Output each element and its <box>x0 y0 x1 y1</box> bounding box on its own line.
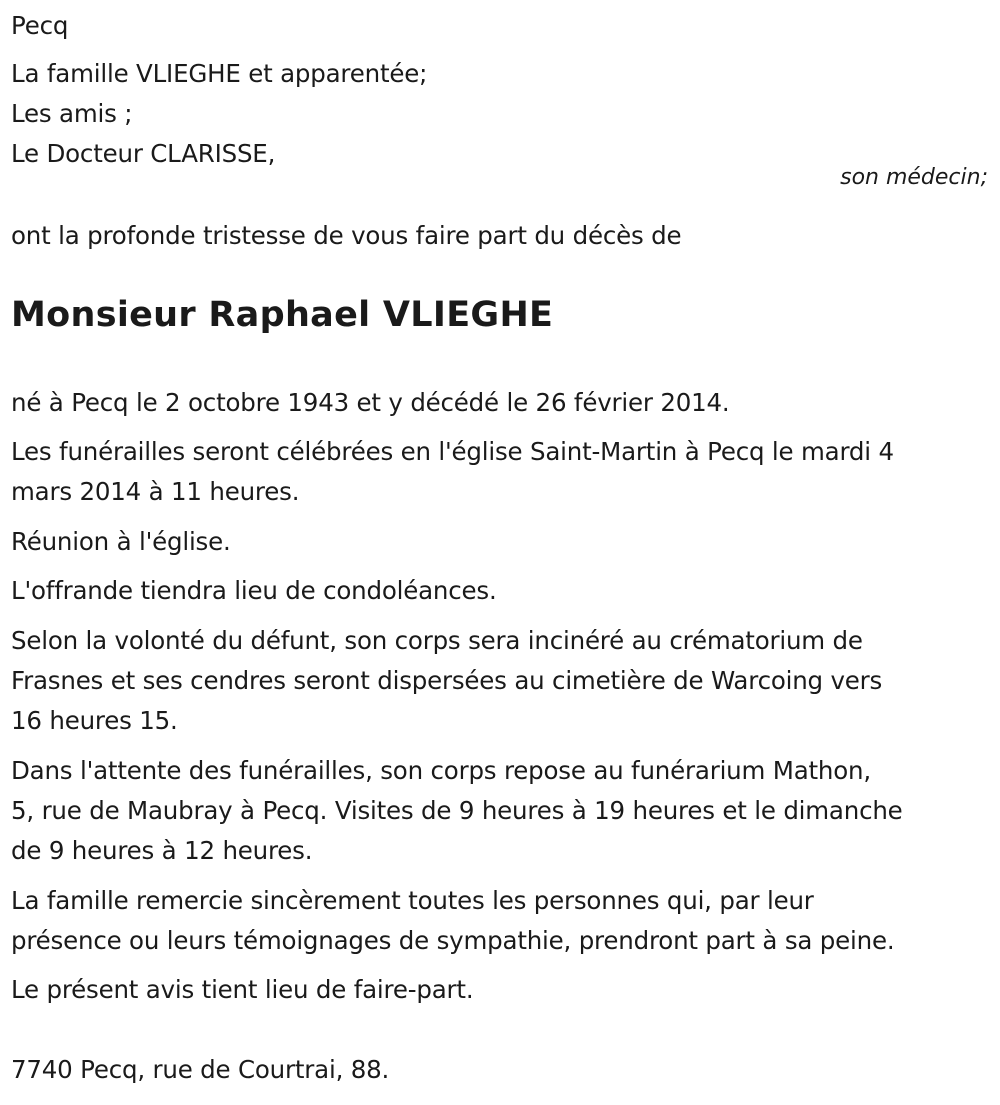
address-line: 7740 Pecq, rue de Courtrai, 88. <box>11 1055 390 1084</box>
funeral-line: mars 2014 à 11 heures. <box>11 477 300 506</box>
thanks-line: présence ou leurs témoignages de sympathie, prendront part à sa peine. <box>11 926 895 955</box>
repose-paragraph <box>11 751 903 871</box>
thanks-paragraph <box>11 881 894 961</box>
offering-line: L'offrande tiendra lieu de condoléances. <box>11 576 497 605</box>
funeral-line: Les funérailles seront célébrées en l'église Saint-Martin à Pecq le mardi 4 <box>11 437 894 466</box>
cremation-line: 16 heures 15. <box>11 706 178 735</box>
town-label: Pecq <box>11 11 69 40</box>
repose-line: Dans l'attente des funérailles, son corps repose au funérarium Mathon, <box>11 756 871 785</box>
funeral-paragraph <box>11 432 894 512</box>
notice-text-line: Le présent avis tient lieu de faire-part. <box>11 975 474 1004</box>
repose-line: de 9 heures à 12 heures. <box>11 836 313 865</box>
repose-line: 5, rue de Maubray à Pecq. Visites de 9 heures à 19 heures et le dimanche <box>11 796 903 825</box>
birth-death-line: né à Pecq le 2 octobre 1943 et y décédé le 26 février 2014. <box>11 388 730 417</box>
thanks-line: La famille remercie sincèrement toutes les personnes qui, par leur <box>11 886 814 915</box>
cremation-line: Selon la volonté du défunt, son corps sera incinéré au crématorium de <box>11 626 863 655</box>
doctor-line: Le Docteur CLARISSE, <box>11 139 276 168</box>
announcement-line: ont la profonde tristesse de vous faire part du décès de <box>11 221 682 250</box>
deceased-name: Monsieur Raphael VLIEGHE <box>11 295 554 335</box>
family-line: La famille VLIEGHE et apparentée; <box>11 59 428 88</box>
friends-line: Les amis ; <box>11 99 133 128</box>
doctor-role: son médecin; <box>840 165 988 190</box>
cremation-line: Frasnes et ses cendres seront dispersées au cimetière de Warcoing vers <box>11 666 883 695</box>
meeting-line: Réunion à l'église. <box>11 527 231 556</box>
cremation-paragraph <box>11 621 882 741</box>
